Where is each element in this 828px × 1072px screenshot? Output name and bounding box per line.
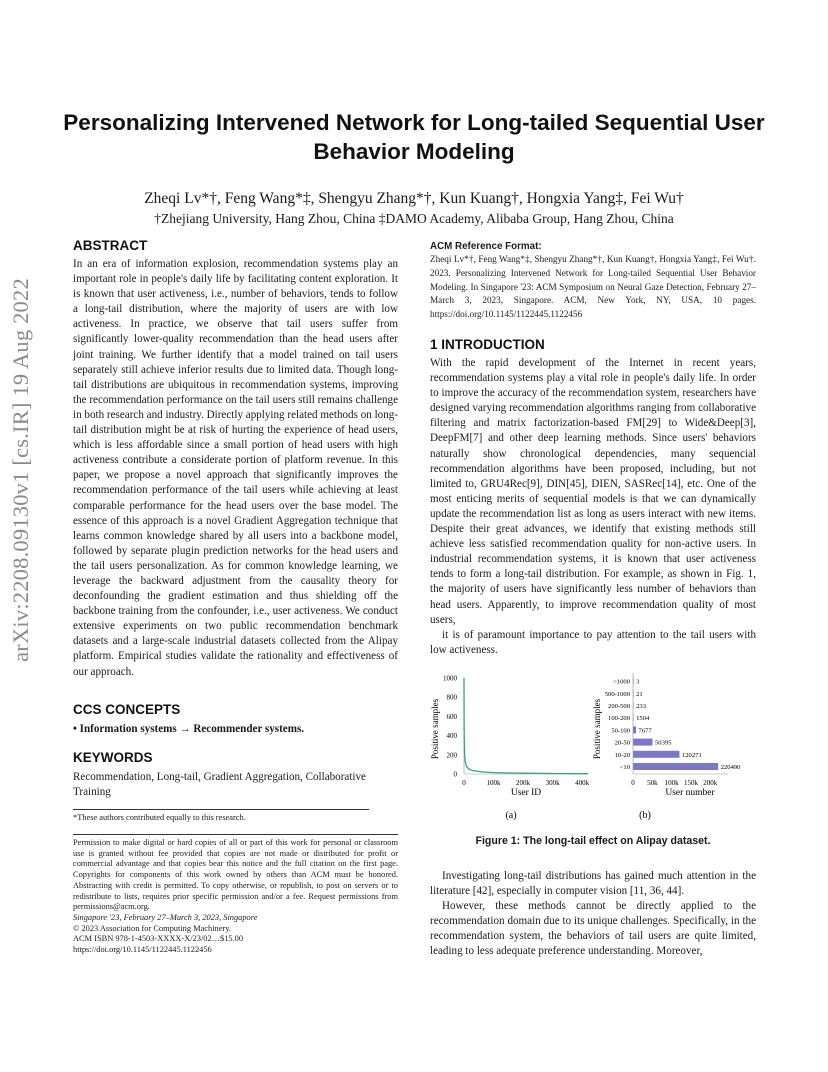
- introduction-section: [430, 337, 756, 658]
- ccs-heading: CCS CONCEPTS: [73, 702, 181, 717]
- chart-b-category-label: 200-500: [608, 703, 630, 710]
- chart-a-xtick-label: 0: [462, 779, 466, 787]
- doi-line: https://doi.org/10.1145/1122445.1122456: [73, 945, 212, 955]
- paper-title: Personalizing Intervened Network for Long-tailed Sequential User Behavior Modeling: [63, 110, 765, 164]
- chart-b-category-label: 500-1000: [604, 690, 630, 698]
- isbn-line: ACM ISBN 978-1-4503-XXXX-X/23/02…$15.00: [73, 934, 244, 944]
- chart-a: [430, 675, 590, 822]
- introduction-continued: [430, 869, 756, 960]
- arxiv-id: arXiv:2208.09130v1 [cs.IR] 19 Aug 2022: [8, 278, 33, 662]
- chart-b-xtick-label: 150k: [683, 779, 698, 787]
- chart-a-ytick-label: 800: [446, 693, 457, 702]
- chart-b-xticks: [631, 779, 718, 787]
- chart-b: [592, 673, 741, 821]
- introduction-paragraph-4: However, these methods cannot be directly applied to the recommendation domain due to its unique challenges. Specifically, in the recommendation system, the behaviors of tail users are quite limited, leading to less adequate preference understanding. Moreover,: [430, 900, 756, 958]
- chart-b-category-label: 100-200: [608, 715, 630, 723]
- chart-b-xtick-label: 0: [631, 779, 635, 787]
- acm-reference-section: [430, 241, 756, 322]
- permission-block: [73, 838, 398, 956]
- abstract-section: [73, 238, 398, 680]
- chart-a-yticks: [443, 675, 458, 779]
- chart-b-category-label: 20-50: [614, 739, 630, 747]
- chart-a-ytick-label: 0: [453, 770, 457, 779]
- ccs-section: [73, 702, 398, 737]
- chart-a-xtick-label: 300k: [545, 779, 560, 787]
- chart-b-xtick-label: 100k: [664, 779, 679, 787]
- figure-caption: Figure 1: The long-tail effect on Alipay dataset.: [475, 835, 711, 847]
- affiliations: †Zhejiang University, Hang Zhou, China ‡DAMO Academy, Alibaba Group, Hang Zhou, China: [154, 211, 674, 226]
- introduction-paragraph-3: Investigating long-tail distributions has gained much attention in the literature [42], especially in computer vision [11, 36, 44].: [430, 870, 756, 898]
- acm-reference-heading: ACM Reference Format:: [430, 241, 542, 252]
- equal-contribution-footnote: *These authors contributed equally to this research.: [73, 813, 246, 822]
- chart-a-xticks: [462, 779, 589, 787]
- author-list: Zheqi Lv*†, Feng Wang*‡, Shengyu Zhang*†, Kun Kuang†, Hongxia Yang‡, Fei Wu†: [144, 190, 684, 207]
- chart-b-bar: [633, 739, 652, 746]
- introduction-heading: 1 INTRODUCTION: [430, 337, 545, 352]
- chart-b-bars: [633, 678, 718, 770]
- chart-b-ylabel: Positive samples: [592, 698, 602, 760]
- chart-b-category-label: 50-100: [611, 727, 630, 735]
- chart-b-category-label: 10-20: [614, 751, 630, 759]
- chart-b-value-label: 220490: [720, 764, 741, 771]
- footnote-rule: [73, 809, 369, 810]
- chart-a-ytick-label: 1000: [443, 674, 457, 683]
- keywords-text: Recommendation, Long-tail, Gradient Aggregation, Collaborative Training: [73, 771, 366, 799]
- figure-1: [428, 668, 758, 826]
- chart-b-xtick-label: 200k: [703, 779, 718, 787]
- chart-a-xlabel: User ID: [510, 788, 542, 798]
- chart-b-value-label: 3: [636, 678, 640, 686]
- chart-b-bar: [633, 726, 636, 733]
- chart-b-category-label: >1000: [613, 678, 630, 686]
- introduction-paragraph-1: With the rapid development of the Internet in recent years, recommendation systems play a vital role in people's daily life. In order to improve the accuracy of the recommendation system, researchers have designed varying recommendation algorithms ranging from collaborative filtering and matrix factorization-based FM[29] to Wide&Deep[3], DeepFM[7] and other deep learning methods. Since users' behaviors naturally show chronological dependencies, many sequencial recommendation algorithms have been proposed, including, but not limited to, GRU4Rec[9], DIN[45], DIEN, SASRec[14], etc. One of the most enticing merits of sequential models is that we can dynamically update the recommendation list as long as users interact with new items. Despite their great advances, we identify that existing methods still achieve less satisfied recommendation quality for non-active users. In industrial recommendation systems, it is known that user activeness tends to form a long-tail distribution. For example, as shown in Fig. 1, the majority of users have significantly less number of behaviors than head users. Apparently, to improve recommendation quality of most users,: [430, 357, 756, 626]
- chart-b-category-label: <10: [619, 764, 630, 771]
- chart-b-xtick-label: 50k: [647, 779, 658, 787]
- chart-a-xtick-label: 200k: [516, 779, 531, 787]
- chart-b-value-label: 7677: [638, 727, 652, 735]
- chart-b-bar: [633, 763, 718, 770]
- abstract-text: In an era of information explosion, recommendation systems play an important role in people's daily life by facilitating content exploration. It is known that user activeness, i.e., number of behaviors, tends to follow a long-tail distribution, where the majority of users are with low activeness. In practice, we observe that tail users suffer from significantly lower-quality recommendation than the head users after joint training. We further identify that a model trained on tail users separately still achieve inferior results due to limited data. Though long-tail distributions are ubiquitous in recommendation systems, improving the recommendation performance on the tail users still remains challenge in both research and industry. Directly applying related methods on long-tail distribution might be at risk of hurting the experience of head users, which is less affordable since a small portion of head users with high activeness contribute a considerate portion of platform revenue. In this paper, we propose a novel approach that significantly improves the recommendation performance of the tail users while achieving at least comparable performance for the head users over the base model. The essence of this approach is a novel Gradient Aggregation technique that learns common knowledge shared by all users into a backbone model, followed by separate plugin prediction networks for the head users and the tail users personalization. As for common knowledge learning, we leverage the backward adjustment from the causality theory for deconfounding the gradient estimation and thus shielding off the backbone training from the confounder, i.e., user activeness. We conduct extensive experiments on two public recommendation benchmark datasets and a large-scale industrial datasets collected from the Alipay platform. Empirical studies validate the rationality and effectiveness of our approach.: [73, 258, 398, 678]
- chart-a-xtick-label: 100k: [486, 779, 501, 787]
- permission-text: Permission to make digital or hard copies of all or part of this work for personal or classroom use is granted without fee provided that copies are not made or distributed for profit or commercial advantage and that copies bear this notice and the full citation on the first page. Copyrights for components of this work owned by others than ACM must be honored. Abstracting with credit is permitted. To copy otherwise, or republish, to post on servers or to redistribute to lists, requires prior specific permission and/or a fee. Request permissions from permissions@acm.org.: [73, 838, 398, 912]
- abstract-heading: ABSTRACT: [73, 238, 148, 253]
- permission-rule: [73, 834, 398, 835]
- copyright-line: © 2023 Association for Computing Machinery.: [73, 923, 231, 933]
- chart-a-ytick-label: 600: [446, 712, 457, 721]
- chart-b-panel-label: (b): [639, 810, 651, 821]
- acm-reference-text: Zheqi Lv*†, Feng Wang*‡, Shengyu Zhang*†, Kun Kuang†, Hongxia Yang‡, Fei Wu†. 2023. Personalizing Intervened Network for Long-tailed Sequential User Behavior Modeling. In Singapore '23: ACM Symposium on Neural Gaze Detection, February 27–March 3, 2023, Singapore. ACM, New York, NY, USA, 10 pages. https://doi.org/10.1145/1122445.1122456: [430, 254, 756, 320]
- chart-a-ytick-label: 400: [446, 732, 457, 741]
- chart-a-ytick-label: 200: [446, 751, 457, 760]
- chart-b-value-label: 1504: [636, 715, 650, 723]
- chart-b-xlabel: User number: [665, 788, 715, 798]
- chart-b-value-label: 120271: [681, 751, 702, 759]
- keywords-section: [73, 750, 398, 800]
- chart-a-series-line: [464, 678, 588, 774]
- chart-b-value-label: 21: [636, 690, 643, 698]
- chart-b-category-labels: [605, 679, 631, 771]
- chart-a-ylabel: Positive samples: [430, 698, 440, 760]
- arxiv-sidebar: [0, 0, 40, 662]
- chart-a-panel-label: (a): [505, 810, 517, 821]
- chart-b-value-label: 50395: [654, 739, 672, 747]
- introduction-paragraph-2: it is of paramount importance to pay attention to the tail users with low activeness.: [430, 628, 756, 656]
- chart-b-bar: [633, 751, 679, 758]
- keywords-heading: KEYWORDS: [73, 750, 153, 765]
- conference-line: Singapore '23, February 27–March 3, 2023, Singapore: [73, 912, 258, 922]
- ccs-item: • Information systems → Recommender systems.: [73, 723, 305, 735]
- chart-a-xtick-label: 400k: [575, 779, 590, 787]
- chart-b-value-label: 233: [636, 703, 646, 710]
